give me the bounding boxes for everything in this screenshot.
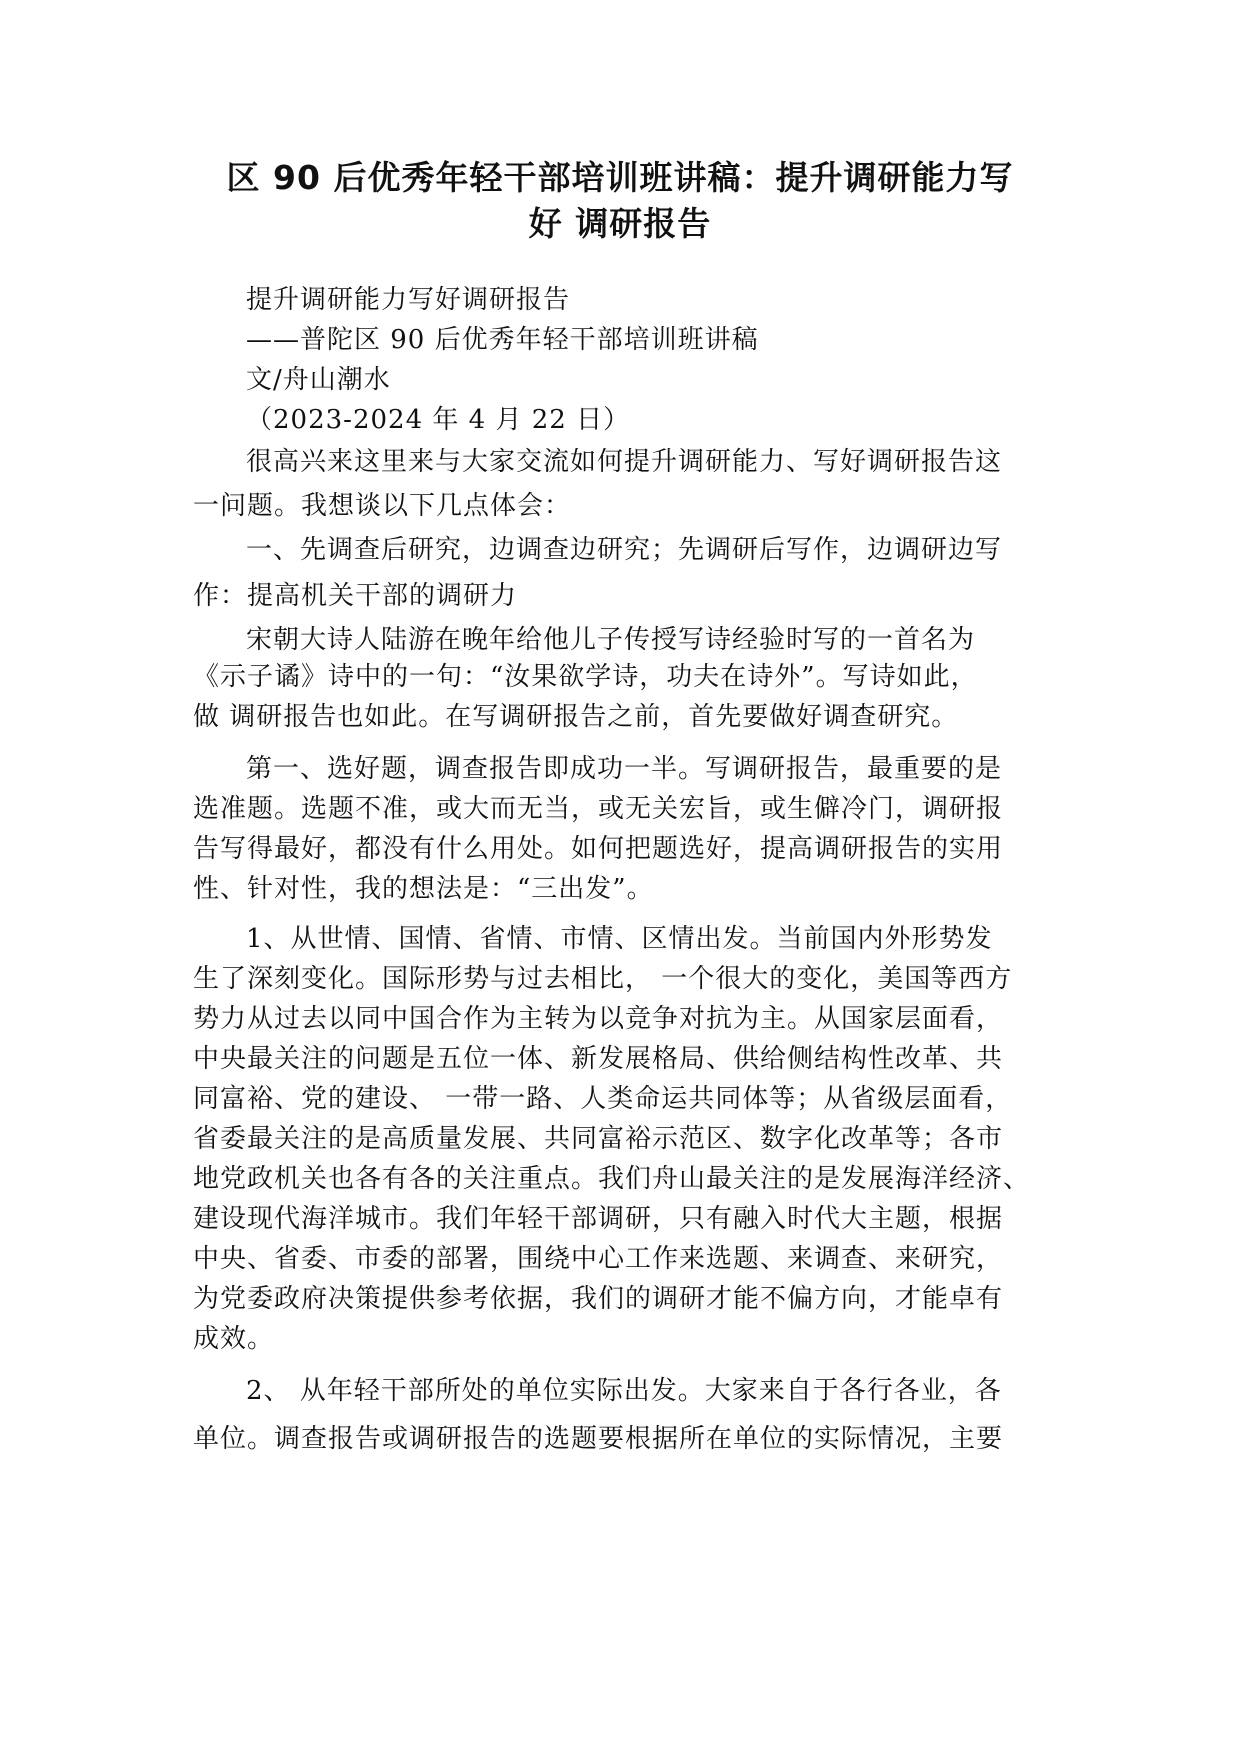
paragraph-choose-topic: [193, 749, 1053, 909]
paragraph-line: 势力从过去以同中国合作为主转为以竞争对抗为主。从国家层面看，: [193, 1004, 1004, 1034]
paragraph-line: 一问题。我想谈以下几点体会：: [193, 491, 572, 521]
paragraph-line: 地党政机关也各有各的关注重点。我们舟山最关注的是发展海洋经济、: [193, 1164, 1031, 1194]
paragraph-line: 很高兴来这里来与大家交流如何提升调研能力、写好调研报告这: [246, 447, 1003, 477]
paragraph-line: 第一、选好题，调查报告即成功一半。写调研报告，最重要的是: [246, 754, 1003, 784]
paragraph-section-one-heading: [193, 528, 1053, 620]
paragraph-point-one: [193, 919, 1053, 1359]
paragraph-line: 做 调研报告也如此。在写调研报告之前，首先要做好调查研究。: [193, 702, 959, 732]
paragraph-line: 选准题。选题不准，或大而无当，或无关宏旨，或生僻冷门，调研报: [193, 794, 1004, 824]
document-title: [200, 155, 1040, 247]
paragraph-line: 中央、省委、市委的部署，围绕中心工作来选题、来调查、来研究，: [193, 1244, 1004, 1274]
paragraph-line: 2、 从年轻干部所处的单位实际出发。大家来自于各行各业，各: [246, 1376, 1002, 1406]
paragraph-line: 中央最关注的问题是五位一体、新发展格局、供给侧结构性改革、共: [193, 1044, 1004, 1074]
paragraph-line: 为党委政府决策提供参考依据，我们的调研才能不偏方向，才能卓有: [193, 1284, 1004, 1314]
paragraph-line: 《示子谲》诗中的一句：“汝果欲学诗，功夫在诗外”。写诗如此，: [193, 662, 978, 692]
paragraph-line: 告写得最好，都没有什么用处。如何把题选好，提高调研报告的实用: [193, 834, 1004, 864]
author-line: 文/舟山潮水: [246, 365, 391, 395]
title-line-2: 好 调研报告: [528, 204, 712, 243]
series-line: ——普陀区 90 后优秀年轻干部培训班讲稿: [246, 325, 759, 355]
subtitle: 提升调研能力写好调研报告: [246, 285, 571, 315]
title-line-1: 区 90 后优秀年轻干部培训班讲稿：提升调研能力写: [226, 158, 1014, 197]
paragraph-line: 一、先调查后研究，边调查边研究；先调研后写作，边调研边写: [246, 535, 1003, 565]
paragraph-line: 作：提高机关干部的调研力: [193, 581, 518, 611]
paragraph-opening: [193, 440, 1053, 528]
paragraph-point-two: [193, 1367, 1053, 1463]
paragraph-line: 单位。调查报告或调研报告的选题要根据所在单位的实际情况，主要: [193, 1424, 1004, 1454]
document-body: [193, 280, 1053, 1463]
paragraph-line: 生了深刻变化。国际形势与过去相比， 一个很大的变化，美国等西方: [193, 964, 1013, 994]
paragraph-line: 建设现代海洋城市。我们年轻干部调研，只有融入时代大主题，根据: [193, 1204, 1004, 1234]
paragraph-line: 成效。: [193, 1324, 275, 1354]
paragraph-lu-you: [193, 620, 1053, 739]
paragraph-line: 1、从世情、国情、省情、市情、区情出发。当前国内外形势发: [246, 924, 993, 954]
paragraph-line: 性、针对性，我的想法是：“三出发”。: [193, 874, 654, 904]
paragraph-line: 同富裕、党的建设、 一带一路、人类命运共同体等；从省级层面看，: [193, 1084, 1013, 1114]
paragraph-line: 省委最关注的是高质量发展、共同富裕示范区、数字化改革等；各市: [193, 1124, 1004, 1154]
paragraph-line: 宋朝大诗人陆游在晚年给他儿子传授写诗经验时写的一首名为: [246, 625, 976, 655]
date-line: （2023-2024 年 4 月 22 日）: [246, 405, 631, 435]
